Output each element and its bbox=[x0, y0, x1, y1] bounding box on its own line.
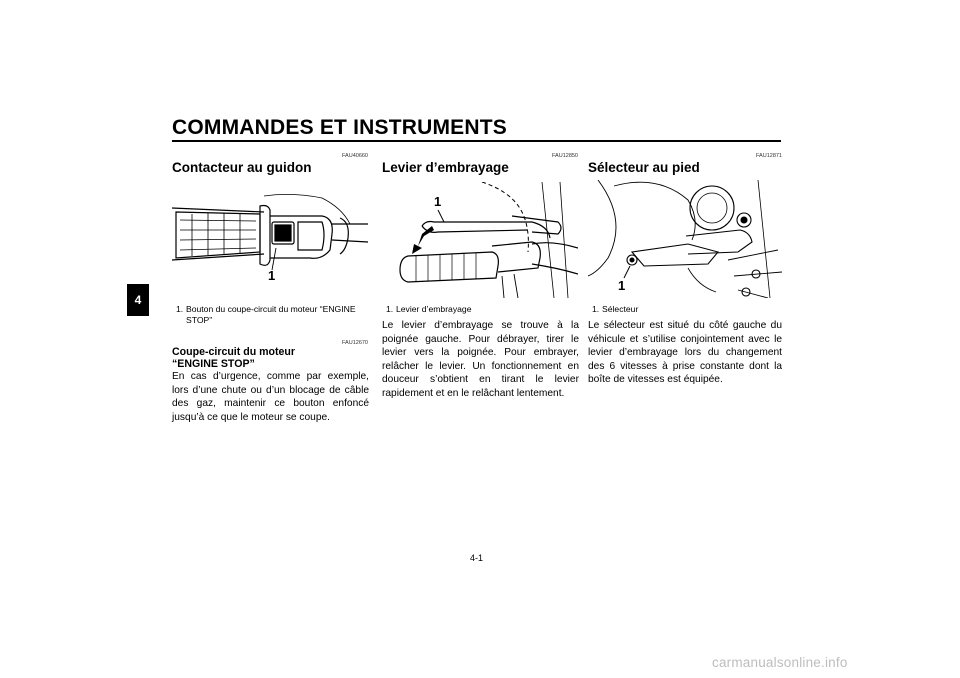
caption-text: Bouton du coupe-circuit du moteur “ENGINE bbox=[186, 304, 356, 314]
figure-shift-pedal bbox=[588, 180, 782, 298]
header-rule bbox=[172, 140, 781, 142]
caption-text-continued: STOP” bbox=[186, 315, 213, 325]
handlebar-switch-illustration bbox=[172, 188, 368, 298]
figure-caption bbox=[386, 304, 580, 315]
figure-callout-label: 1 bbox=[268, 268, 276, 283]
section-code: FAU12850 bbox=[552, 153, 578, 159]
section-heading-shift-pedal: Sélecteur au pied bbox=[588, 160, 700, 175]
figure-caption bbox=[176, 304, 370, 326]
section-heading-clutch-lever: Levier d’embrayage bbox=[382, 160, 509, 175]
figure-callout-label: 1 bbox=[618, 278, 626, 293]
section-heading-handlebar-switch: Contacteur au guidon bbox=[172, 160, 312, 175]
section-code: FAU12871 bbox=[756, 153, 782, 159]
clutch-lever-illustration bbox=[382, 182, 578, 298]
body-text-shift-pedal: Le sélecteur est situé du côté gauche du véhicule et s’utilise conjointement avec le levier d’embrayage lors du changement des 6 vitesses à prise constante dont la boîte de vitesses est équipée. bbox=[588, 320, 782, 386]
subsection-heading-engine-stop: Coupe-circuit du moteur “ENGINE STOP” bbox=[172, 346, 296, 370]
caption-number: 1. bbox=[386, 304, 394, 314]
figure-callout-label: 1 bbox=[434, 194, 442, 209]
page-number: 4-1 bbox=[470, 553, 484, 563]
shift-pedal-illustration bbox=[588, 180, 782, 298]
body-text-clutch-lever: Le levier d’embrayage se trouve à la poignée gauche. Pour débrayer, tirer le levier vers la poignée. Pour embrayer, relâcher le levier. Un fonctionnement en douceur s’obtient en tirant le levier rapidement et en le relâchant lentement. bbox=[382, 320, 579, 399]
page-title: COMMANDES ET INSTRUMENTS bbox=[172, 116, 507, 139]
caption-number: 1. bbox=[592, 304, 600, 314]
arrow-icon bbox=[412, 226, 434, 254]
caption-text: Levier d’embrayage bbox=[396, 304, 472, 314]
body-text-engine-stop: En cas d’urgence, comme par exemple, lors d’une chute ou d’un blocage de câble des gaz, maintenir ce bouton enfoncé jusqu’à ce que le moteur se coupe. bbox=[172, 371, 369, 423]
chapter-tab: 4 bbox=[127, 284, 149, 316]
section-code: FAU40660 bbox=[342, 153, 368, 159]
subsection-code: FAU12670 bbox=[342, 340, 368, 346]
caption-number: 1. bbox=[176, 304, 184, 314]
caption-text: Sélecteur bbox=[602, 304, 639, 314]
figure-clutch-lever bbox=[382, 182, 578, 298]
watermark: carmanualsonline.info bbox=[712, 655, 848, 670]
figure-caption bbox=[592, 304, 782, 315]
figure-handlebar-switch bbox=[172, 188, 368, 298]
